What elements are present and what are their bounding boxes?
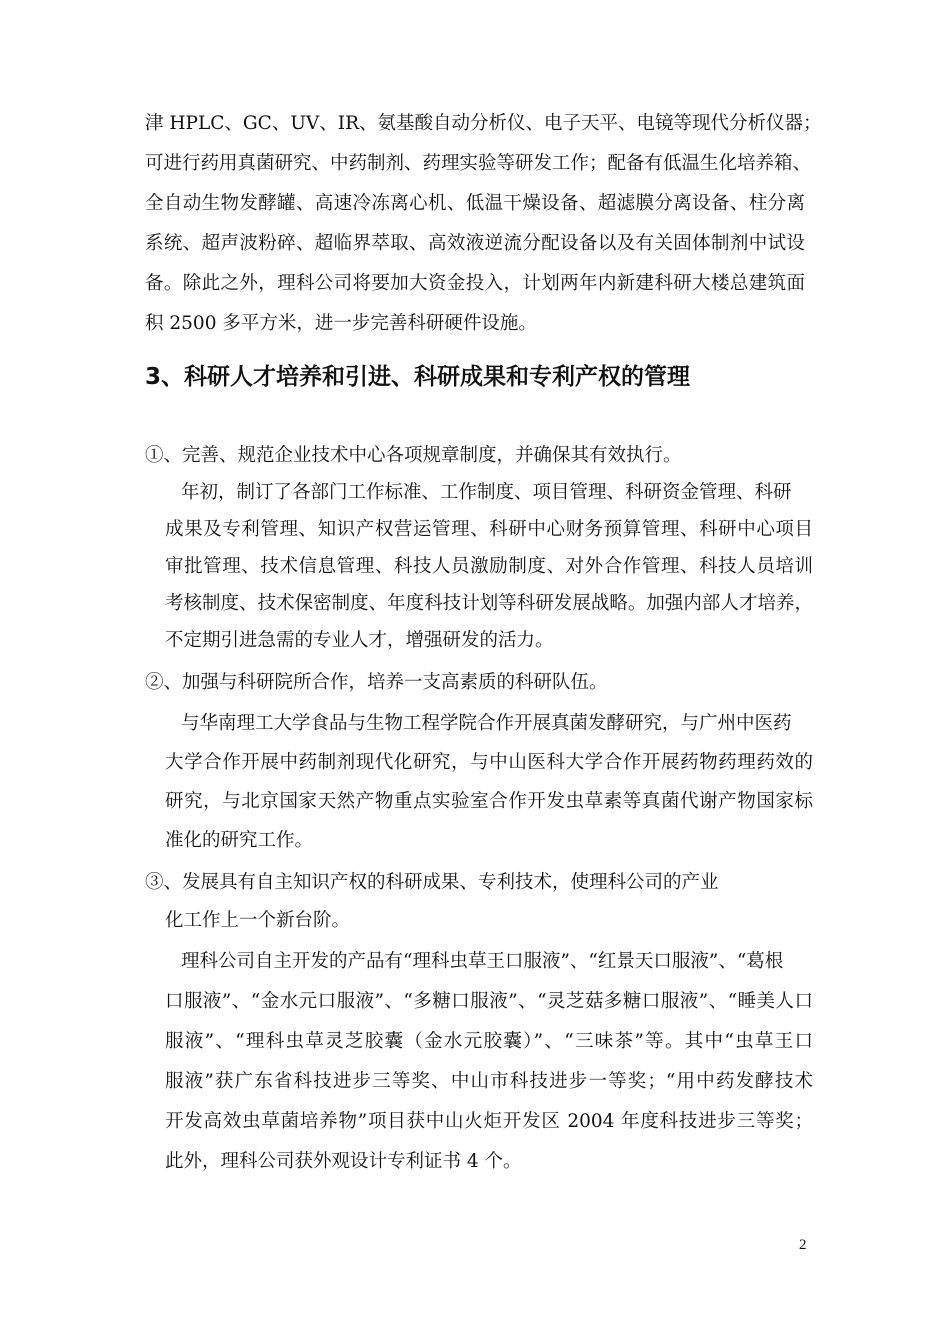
section-heading: 3、科研人才培养和引进、科研成果和专利产权的管理 (145, 364, 691, 390)
intro-line-1: 津 HPLC、GC、UV、IR、氨基酸自动分析仪、电子天平、电镜等现代分析仪器； (145, 113, 822, 134)
item3-title-line-1: ③、发展具有自主知识产权的科研成果、专利技术，使理科公司的产业 (145, 872, 719, 893)
item1-title: ①、完善、规范企业技术中心各项规章制度，并确保其有效执行。 (145, 445, 682, 466)
intro-line-2: 可进行药用真菌研究、中药制剂、药理实验等研发工作；配备有低温生化培养箱、 (145, 153, 812, 174)
intro-line-3: 全自动生物发酵罐、高速冷冻离心机、低温干燥设备、超滤膜分离设备、柱分离 (145, 193, 805, 214)
item3-body-line-6: 此外，理科公司获外观设计专利证书 4 个。 (165, 1151, 522, 1172)
page-number: 2 (799, 1237, 807, 1253)
intro-line-5: 备。除此之外，理科公司将要加大资金投入，计划两年内新建科研大楼总建筑面 (145, 273, 805, 294)
item2-body-line-3: 研究，与北京国家天然产物重点实验室合作开发虫草素等真菌代谢产物国家标 (165, 791, 813, 812)
item2-title: ②、加强与科研院所合作，培养一支高素质的科研队伍。 (145, 672, 608, 693)
item1-body-line-4: 考核制度、技术保密制度、年度科技计划等科研发展战略。加强内部人才培养， (165, 593, 813, 614)
item3-body-line-4: 服液”获广东省科技进步三等奖、中山市科技进步一等奖；“用中药发酵技术 (165, 1071, 813, 1092)
item3-body-line-2: 口服液”、“金水元口服液”、“多糖口服液”、“灵芝菇多糖口服液”、“睡美人口 (165, 991, 813, 1012)
item2-body-line-1: 与华南理工大学食品与生物工程学院合作开展真菌发酵研究，与广州中医药 (181, 713, 792, 734)
item3-body-line-3: 服液”、“理科虫草灵芝胶囊（金水元胶囊）”、“三味茶”等。其中“虫草王口 (165, 1031, 813, 1052)
item1-body-line-2: 成果及专利管理、知识产权营运管理、科研中心财务预算管理、科研中心项目 (165, 519, 813, 540)
item2-body-line-4: 准化的研究工作。 (165, 830, 314, 851)
item1-body-line-3: 审批管理、技术信息管理、科技人员激励制度、对外合作管理、科技人员培训 (165, 556, 813, 577)
intro-line-6: 积 2500 多平方米，进一步完善科研硬件设施。 (145, 313, 537, 334)
item1-body-line-5: 不定期引进急需的专业人才，增强研发的活力。 (165, 630, 554, 651)
intro-line-4: 系统、超声波粉碎、超临界萃取、高效液逆流分配设备以及有关固体制剂中试设 (145, 233, 805, 254)
item1-body-line-1: 年初，制订了各部门工作标准、工作制度、项目管理、科研资金管理、科研 (181, 482, 792, 503)
item3-body-line-5: 开发高效虫草菌培养物”项目获中山火炬开发区 2004 年度科技进步三等奖； (165, 1111, 813, 1132)
item2-body-line-2: 大学合作开展中药制剂现代化研究，与中山医科大学合作开展药物药理药效的 (165, 752, 813, 773)
item3-body-line-1: 理科公司自主开发的产品有“理科虫草王口服液”、“红景天口服液”、“葛根 (181, 951, 784, 972)
item3-title-line-2: 化工作上一个新台阶。 (165, 910, 351, 931)
